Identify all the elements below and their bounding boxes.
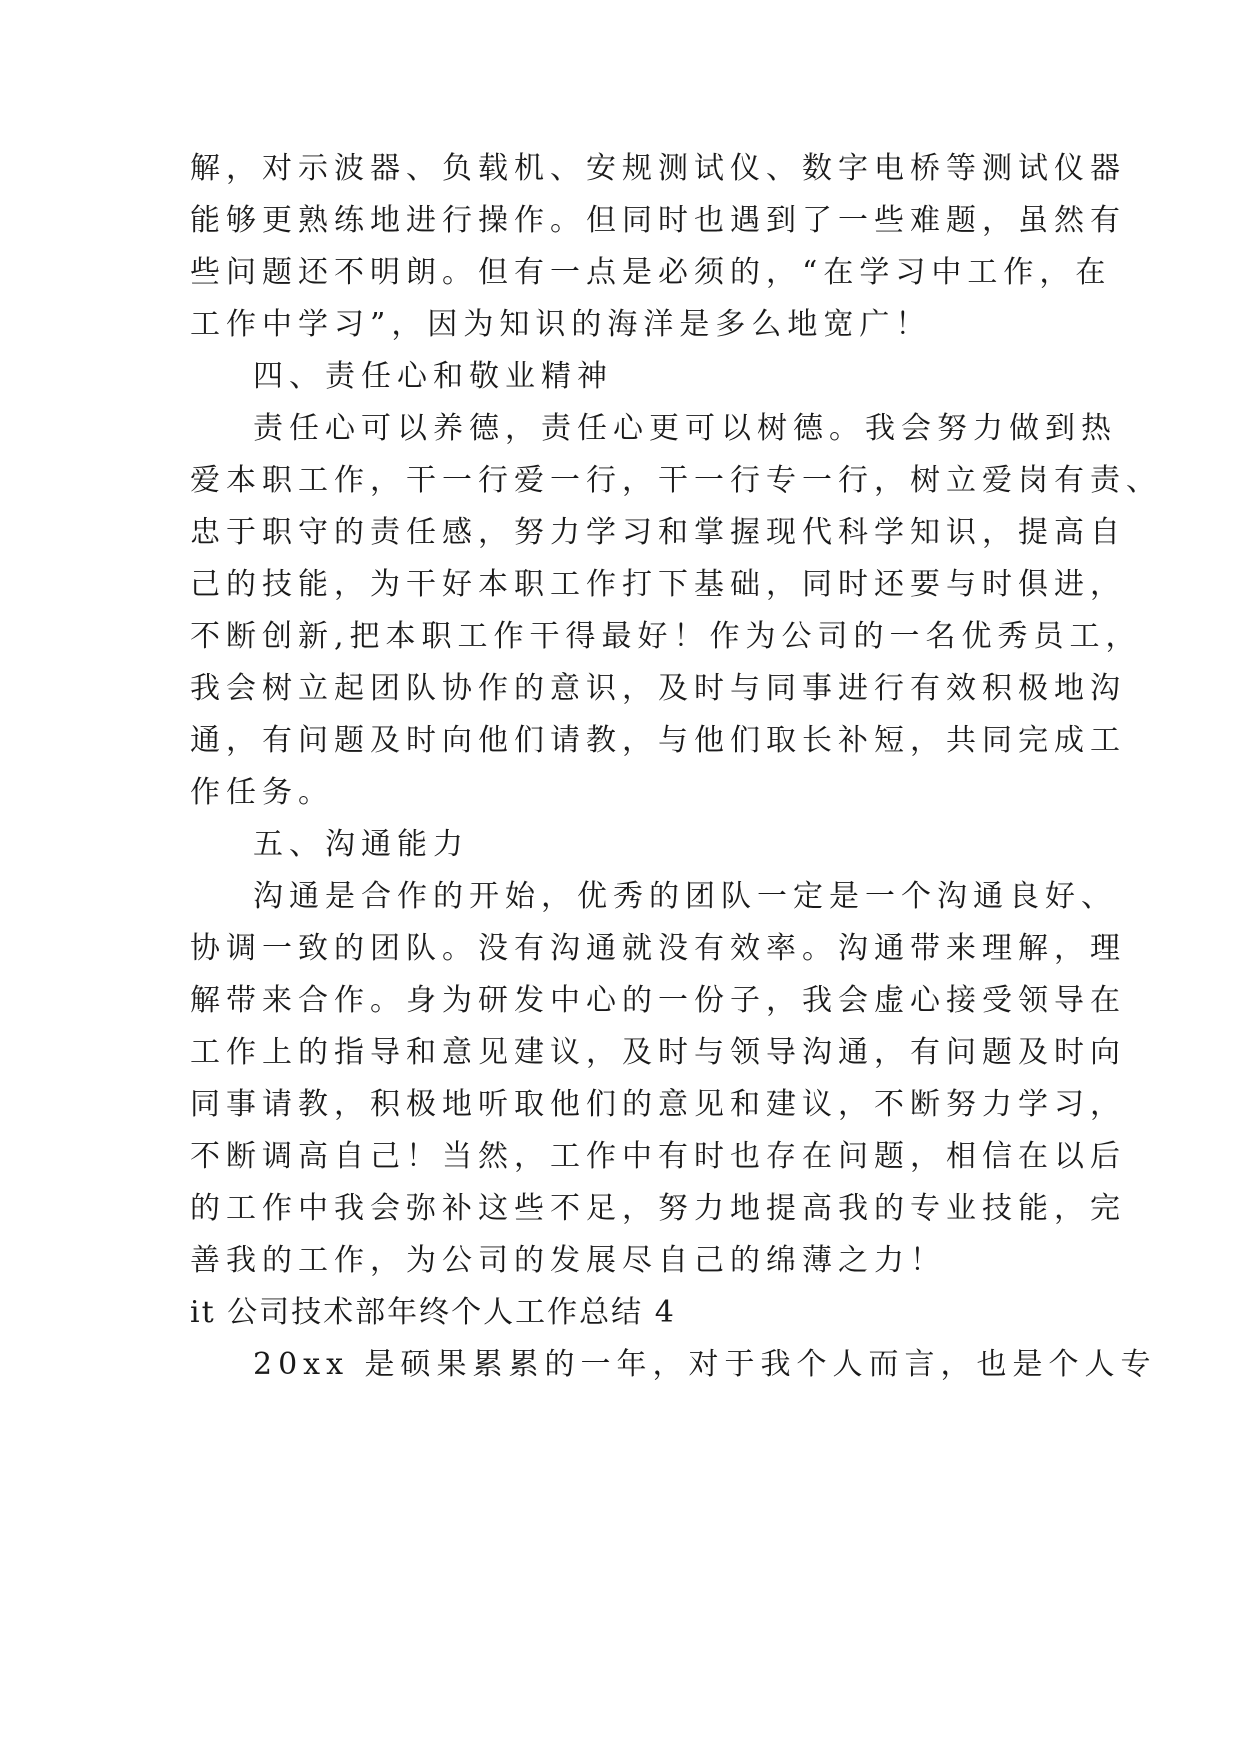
body-text-line: 协调一致的团队。没有沟通就没有效率。沟通带来理解，理: [190, 931, 1126, 966]
body-text-line: 工作中学习”，因为知识的海洋是多么地宽广！: [190, 307, 932, 342]
body-text-line: 己的技能，为干好本职工作打下基础，同时还要与时俱进，: [190, 567, 1126, 602]
body-text-line: 作任务。: [190, 775, 334, 810]
body-text-line: 解带来合作。身为研发中心的一份子，我会虚心接受领导在: [190, 983, 1126, 1018]
body-text-line: 些问题还不明朗。但有一点是必须的，“在学习中工作，在: [190, 255, 1112, 290]
body-text-line: 的工作中我会弥补这些不足，努力地提高我的专业技能，完: [190, 1191, 1126, 1226]
document-title: it 公司技术部年终个人工作总结 4: [190, 1295, 676, 1330]
body-text-line: 忠于职守的责任感，努力学习和掌握现代科学知识，提高自: [190, 515, 1126, 550]
paragraph-first-line: 沟通是合作的开始，优秀的团队一定是一个沟通良好、: [253, 879, 1117, 914]
body-text-line: 同事请教，积极地听取他们的意见和建议，不断努力学习，: [190, 1087, 1126, 1122]
section-heading: 五、沟通能力: [253, 827, 469, 862]
paragraph-first-line: 20xx 是硕果累累的一年，对于我个人而言，也是个人专: [253, 1347, 1157, 1382]
body-text-line: 通，有问题及时向他们请教，与他们取长补短，共同完成工: [190, 723, 1126, 758]
body-text-line: 我会树立起团队协作的意识，及时与同事进行有效积极地沟: [190, 671, 1126, 706]
body-text-line: 解，对示波器、负载机、安规测试仪、数字电桥等测试仪器: [190, 151, 1126, 186]
body-text-line: 工作上的指导和意见建议，及时与领导沟通，有问题及时向: [190, 1035, 1126, 1070]
section-heading: 四、责任心和敬业精神: [253, 359, 613, 394]
body-text-line: 不断创新,把本职工作干得最好！作为公司的一名优秀员工，: [190, 619, 1142, 654]
body-text-line: 不断调高自己！当然，工作中有时也存在问题，相信在以后: [190, 1139, 1126, 1174]
body-text-line: 能够更熟练地进行操作。但同时也遇到了一些难题，虽然有: [190, 203, 1126, 238]
body-text-line: 爱本职工作，干一行爱一行，干一行专一行，树立爱岗有责、: [190, 463, 1162, 498]
paragraph-first-line: 责任心可以养德，责任心更可以树德。我会努力做到热: [253, 411, 1117, 446]
body-text-line: 善我的工作，为公司的发展尽自己的绵薄之力！: [190, 1243, 946, 1278]
